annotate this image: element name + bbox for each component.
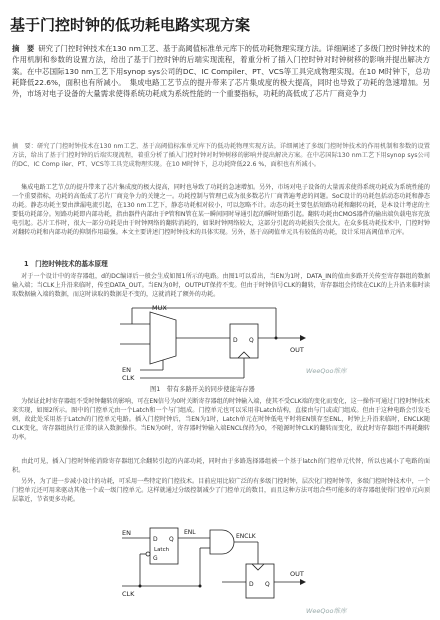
fig2-reg-q-label: Q bbox=[265, 581, 270, 588]
fig1-out-label: OUT bbox=[290, 346, 304, 354]
fig1-q-label: Q bbox=[249, 337, 254, 344]
abstract-chinese-text: 研究了门控时钟技术在130 nm工艺、基于高阈值标准单元库下的低功耗物理实现方法。详细阐述了多级门控时钟技术的作用机制和参数的设置方法，给出了基于门控时钟的后端实现流程，着重分析了插入门控时钟对时钟树移的影响并提出解决方案。在中芯国际130 nm工艺下用synop sys公司的DC、IC Compiler、PT、VCS等工具完成物理实现。在10 M时钟下，总功耗降低22.6%，面积也有所减小。 集成电路工艺节点的提升带来了芯片集成度的极大提高，同时也导致了功耗的急速增加。另外，市场对电子设备的大量需求使得系统功耗成为系统性能的一个重要指标，功耗的高低成了芯片厂商竞争力 bbox=[12, 44, 430, 99]
section1-paragraph: 对于一个设计中的寄存器组，d的DC编译后一般会生成如图1所示的电路。由图1可以看出，当EN为1时，DATA_IN的值由多路开关传至寄存器组的数据输入端；当CLK上升沿来临时，传至DATA_OUT。当EN为0时，OUTPUT保持不变。但由于时钟信号CLK的翻转，寄存器组会持续在CLK的上升沿来临时读取数据输入端的数据，而这时读取的数据是不变的，这就消耗了额外的功耗。 bbox=[12, 273, 430, 298]
abstract-label: 摘 要 bbox=[12, 44, 35, 53]
multilevel-gating-paragraph: 另外，为了进一步减小设计的功耗，可采用一些特定的门控技术。目前应用比较广泛的有多级门控时钟，层次化门控时钟等，多级门控时钟技术中，一个门控单元还可用来驱动其他一个或一级门控单元。这样就通过分级控制减少了门控单元的数目，而且这种方法可组合些可能多的寄存器组使得门控单元向顶层靠近，节省更多功耗。 bbox=[12, 478, 430, 503]
fig1-en-label: EN bbox=[122, 366, 131, 374]
fig2-latch-g-label: G bbox=[153, 555, 158, 562]
intro-paragraph: 集成电路工艺节点的提升带来了芯片集成度的极大提高，同时也导致了功耗的急速增加。另外，市场对电子设备的大量需求使得系统功耗成为系统性能的一个重要指标，功耗的高低成了芯片厂商竞争力的关键之一。功耗控制与管理已成为很多数芯片厂商普遍考虑的问题。SoC设计的功耗包括动态功耗和静态功耗。静态功耗主要由泄漏电流引起，在130 nm工艺下，静态功耗相对较小，可以忽略不计。动态功耗主要包括短路功耗和翻转功耗，是本设计考虑的主要低功耗部分。短路功耗即内部功耗，指由器件内部由于P管和N管在某一瞬间同时导通引起的瞬时短路引起。翻转功耗由CMOS器件的输出端负载电容充放电引起。芯片工作时，很大一部分功耗是由于时钟网络的翻转消耗的，如果时钟网络较大，这部分引起的功耗损失会很大。在众多低功耗技术中，门控时钟对翻转功耗和内部功耗的抑制作用最强。本文主要讲述门控时钟技术的具体实现。另外，基于高阈值单元具有较低的功耗，设计采用高阈值单元库。 bbox=[12, 184, 430, 236]
section-heading-1: 1 门控时钟技术的基本原理 bbox=[24, 260, 108, 268]
abstract-chinese bbox=[12, 43, 430, 99]
paper-title: 基于门控时钟的低功耗电路实现方案 bbox=[10, 16, 251, 34]
watermark-2: WeeQoo维库 bbox=[306, 607, 347, 615]
figure-1-diagram bbox=[0, 300, 440, 380]
fig2-latch-q-label: Q bbox=[169, 536, 174, 543]
fig1-mux-label: MUX bbox=[152, 304, 167, 312]
conclusion-paragraph: 由此可见，插入门控时钟能消除寄存器组冗余翻转引起的内部功耗，同时由于多路选择器组被一个基于latch的门控单元代替，所以也减小了电路的面积。 bbox=[12, 458, 430, 474]
figure-1-caption: 图1 带有多路开关的同步使能寄存器 bbox=[150, 386, 255, 393]
fig2-en-label: EN bbox=[122, 529, 131, 537]
figure1-discussion-paragraph: 为保证此时寄存器组不受时钟翻转的影响，可在EN信号为0时关断寄存器组的时钟输入端，使其不受CLK端的变化而变化，这一操作可通过门控时钟技术来实现，如图2所示。图中的门控单元由一个Latch和一个与门组成。门控单元也可以采用非Latch结构，直接由与门或或门组成。但由于这种电路会引发毛刺，故此处采用基于Latch的门控单元电路。插入门控时钟后，当EN为1时，Latch单元在时钟低电平时将EN锁存至ENL，时钟上升沿来临时，ENCLK随CLK变化，寄存器组执行正常的读入数据操作。当EN为0时，寄存器时钟输入端ENCL保持为0，不随源时钟CLK的翻转而变化，故此时寄存器组不再耗翻转功率。 bbox=[12, 398, 430, 441]
watermark-1: WeeQoo维库 bbox=[306, 367, 347, 375]
abstract-repeat: 摘 要：研究了门控时钟技术在130 nm工艺、基于高阈值标准单元库下的低功耗物理实现方法。详细阐述了多级门控时钟技术的作用机制和参数的设置方法，给出了基于门控时钟的后端实现流程，着重分析了插入门控时钟对时钟树移的影响并提出解决方案。在中芯国际130 nm工艺下用synop sys公司的DC、IC Comp iler、PT、VCS等工具完成物理实现。在10 M时钟下，总功耗降低22.6 %，面积也有所减小。 bbox=[12, 143, 430, 169]
fig2-latch-d-label: D bbox=[153, 536, 158, 543]
fig1-clk-label: CLK bbox=[122, 374, 135, 380]
fig2-out-label: OUT bbox=[290, 570, 304, 578]
fig1-d-label: D bbox=[233, 337, 238, 344]
fig2-clk-label: CLK bbox=[122, 590, 135, 598]
fig2-latch-label: Latch bbox=[154, 547, 170, 553]
fig2-reg-d-label: D bbox=[249, 581, 254, 588]
fig2-enclk-label: ENCLK bbox=[236, 533, 256, 540]
fig2-enl-label: ENL bbox=[184, 529, 196, 536]
figure-2-diagram bbox=[0, 506, 440, 606]
